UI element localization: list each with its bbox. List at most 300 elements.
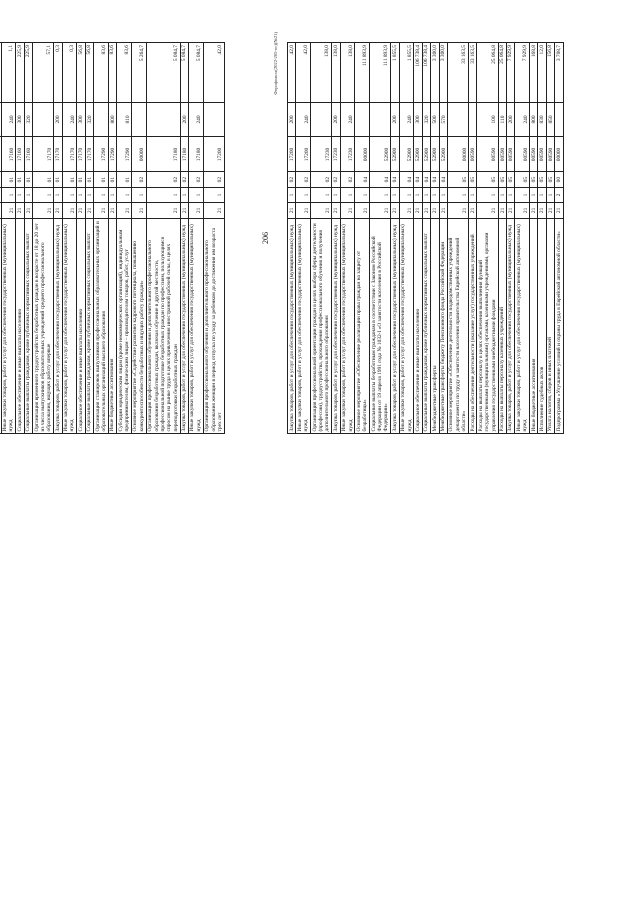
table-row — [1, 43, 16, 434]
code-program-cell: 1 — [439, 187, 447, 202]
code-gr-cell: 21 — [370, 203, 391, 218]
code-event-cell: 02 — [131, 172, 146, 187]
row-name-cell: Социальные выплаты гражданам, кроме публичных нормативных социальных выплат — [422, 218, 430, 433]
amount-cell: 25 064,8 — [498, 43, 506, 103]
code-event-cell: 02 — [332, 172, 340, 187]
code-event-cell: 04 — [399, 172, 414, 187]
code-gr-cell: 21 — [546, 203, 554, 218]
code-target-cell: 17180 — [146, 137, 180, 172]
code-expense-type-cell — [555, 102, 563, 137]
row-name-cell: Иные закупки товаров, работ и услуг для обеспечения государственных (муниципальных) нужд — [62, 218, 77, 433]
code-expense-type-cell: 570 — [439, 102, 447, 137]
amount-cell: 106 738,4 — [422, 43, 430, 103]
code-expense-type-cell: 110 — [498, 102, 506, 137]
code-program-cell: 1 — [477, 187, 498, 202]
code-expense-type-cell: 240 — [1, 102, 16, 137]
row-name-cell: Иные бюджетные ассигнования — [530, 218, 538, 433]
code-expense-type-cell: 850 — [546, 102, 554, 137]
amount-cell: 106 738,4 — [414, 43, 422, 103]
amount-cell: 138,0 — [311, 43, 332, 103]
amount-cell: 12,0 — [538, 43, 546, 103]
amount-cell: 3 300,0 — [439, 43, 447, 103]
row-name-cell: Закупка товаров, работ и услуг для обеспечения государственных (муниципальных) нужд — [506, 218, 514, 433]
code-program-cell: 1 — [530, 187, 538, 202]
row-name-cell: Расходы на обеспечение деятельности (оказание услуг) государственных учреждений — [469, 218, 477, 433]
code-program-cell: 1 — [447, 187, 468, 202]
code-program-cell: 1 — [340, 187, 355, 202]
code-event-cell: 04 — [370, 172, 391, 187]
code-gr-cell: 21 — [439, 203, 447, 218]
amount-cell: 168,8 — [530, 43, 538, 103]
code-expense-type-cell — [94, 102, 109, 137]
document-page-right — [261, 28, 636, 448]
row-name-cell: Межбюджетные трансферты бюджету Пенсионного фонда Российской Федерации — [439, 218, 447, 433]
code-target-cell: 17230 — [311, 137, 332, 172]
code-program-cell: 1 — [370, 187, 391, 202]
row-name-cell: Основное мероприятие «Обеспечение реализации права граждан на защиту от безработицы» — [355, 218, 370, 433]
code-program-cell: 1 — [108, 187, 116, 202]
code-program-cell: 1 — [296, 187, 311, 202]
row-name-cell: Иные закупки товаров, работ и услуг для обеспечения государственных (муниципальных) нужд — [1, 218, 16, 433]
amount-cell: 57,1 — [33, 43, 54, 103]
code-gr-cell: 21 — [296, 203, 311, 218]
code-program-cell: 1 — [332, 187, 340, 202]
code-program-cell: 1 — [188, 187, 203, 202]
code-target-cell: 00000 — [447, 137, 468, 172]
code-expense-type-cell: 240 — [62, 102, 77, 137]
code-target-cell: 17170 — [62, 137, 77, 172]
amount-cell: 56,8 — [77, 43, 85, 103]
page-footer: Форофольта(2022-205-ос)(№21) — [273, 32, 278, 95]
budget-table — [0, 42, 225, 434]
code-gr-cell: 21 — [108, 203, 116, 218]
table-row — [391, 43, 399, 434]
row-name-cell: Исполнение судебных актов — [538, 218, 546, 433]
code-target-cell: 17200 — [288, 137, 296, 172]
code-event-cell: 01 — [62, 172, 77, 187]
row-name-cell: Иные бюджетные ассигнования — [108, 218, 116, 433]
amount-cell: 7 929,9 — [506, 43, 514, 103]
code-gr-cell: 21 — [131, 203, 146, 218]
amount-cell: 1 855,5 — [399, 43, 414, 103]
code-gr-cell: 21 — [311, 203, 332, 218]
table-row — [62, 43, 77, 434]
amount-cell: 42,0 — [288, 43, 296, 103]
code-expense-type-cell: 320 — [24, 102, 32, 137]
code-gr-cell: 21 — [555, 203, 563, 218]
table-row — [355, 43, 370, 434]
code-gr-cell: 21 — [399, 203, 414, 218]
amount-cell: 111 893,9 — [355, 43, 370, 103]
code-gr-cell: 21 — [33, 203, 54, 218]
code-expense-type-cell: 240 — [188, 102, 203, 137]
code-program-cell: 1 — [355, 187, 370, 202]
table-row — [24, 43, 32, 434]
code-gr-cell: 21 — [355, 203, 370, 218]
code-program-cell: 1 — [33, 187, 54, 202]
table-row — [439, 43, 447, 434]
table-row — [538, 43, 546, 434]
amount-cell: 83,6 — [94, 43, 109, 103]
code-gr-cell: 21 — [288, 203, 296, 218]
code-gr-cell: 21 — [477, 203, 498, 218]
budget-table — [287, 42, 564, 434]
code-program-cell: 1 — [538, 187, 546, 202]
code-program-cell: 1 — [311, 187, 332, 202]
amount-cell: 7 929,9 — [515, 43, 530, 103]
code-program-cell: 1 — [117, 187, 132, 202]
code-target-cell: 17200 — [203, 137, 224, 172]
code-expense-type-cell: 300 — [77, 102, 85, 137]
amount-cell: 56,8 — [85, 43, 93, 103]
code-target-cell: 52900 — [391, 137, 399, 172]
code-expense-type-cell — [355, 102, 370, 137]
code-program-cell: 1 — [288, 187, 296, 202]
code-gr-cell: 21 — [422, 203, 430, 218]
code-target-cell: 17170 — [33, 137, 54, 172]
code-gr-cell: 21 — [16, 203, 24, 218]
amount-cell: 225,9 — [16, 43, 24, 103]
code-gr-cell: 21 — [469, 203, 477, 218]
row-name-cell: Организация профессионального обучения и дополнительного профессионального образования безработных граждан, включая обучение в другой местности, профессиональной подготовке безработных граждан по профессиям, пользующимся спросом на рынке труда в целях привлечения иностранной рабочей силы, в целях переподготовки безработных граждан — [146, 218, 180, 433]
table-row — [469, 43, 477, 434]
code-target-cell: 17290 — [117, 137, 132, 172]
code-expense-type-cell — [146, 102, 180, 137]
code-program-cell: 1 — [146, 187, 180, 202]
amount-cell: 156,8 — [546, 43, 554, 103]
code-event-cell: 05 — [469, 172, 477, 187]
amount-cell: 5 084,7 — [188, 43, 203, 103]
amount-cell: 111 893,9 — [370, 43, 391, 103]
amount-cell: 138,0 — [332, 43, 340, 103]
row-name-cell: Основное мероприятие «Обеспечение деятельности подведомственных учреждений департамента по труду и занятости населения правительства Еврейской автономной области» — [447, 218, 468, 433]
code-gr-cell: 21 — [506, 203, 514, 218]
code-program-cell: 1 — [131, 187, 146, 202]
code-program-cell: 1 — [180, 187, 188, 202]
table-row — [340, 43, 355, 434]
table-row — [311, 43, 332, 434]
code-expense-type-cell: 800 — [530, 102, 538, 137]
code-event-cell: 01 — [94, 172, 109, 187]
code-program-cell: 1 — [77, 187, 85, 202]
amount-cell: 1,1 — [1, 43, 16, 103]
code-gr-cell: 21 — [94, 203, 109, 218]
amount-cell: 1 855,5 — [391, 43, 399, 103]
code-expense-type-cell — [203, 102, 224, 137]
code-target-cell: 00590 — [530, 137, 538, 172]
row-name-cell: Социальные выплаты гражданам, кроме публичных нормативных социальных выплат — [85, 218, 93, 433]
code-event-cell: 01 — [108, 172, 116, 187]
table-row — [530, 43, 538, 434]
code-target-cell: 17290 — [94, 137, 109, 172]
row-name-cell: Социальное обеспечение и иные выплаты населению — [16, 218, 24, 433]
table-row — [77, 43, 85, 434]
row-name-cell: Организация профессионального обучения и дополнительного профессионального образования женщин в период отпуска по уходу за ребенком до достижения им возраста трех лет — [203, 218, 224, 433]
row-name-cell: Закупка товаров, работ и услуг для обеспечения государственных (муниципальных) нужд — [391, 218, 399, 433]
code-program-cell: 1 — [62, 187, 77, 202]
code-target-cell: 52900 — [399, 137, 414, 172]
code-event-cell: 01 — [85, 172, 93, 187]
table-row — [498, 43, 506, 434]
row-name-cell: Организация временного трудоустройства безработных граждан в возрасте от 18 до 20 лет из числа выпускников образовательных учреждений среднего профессионального образования, ищущих работу впервые — [33, 218, 54, 433]
code-expense-type-cell — [131, 102, 146, 137]
row-name-cell: Закупка товаров, работ и услуг для обеспечения государственных (муниципальных) нужд — [332, 218, 340, 433]
code-target-cell: 17160 — [16, 137, 24, 172]
code-target-cell: 00590 — [506, 137, 514, 172]
table-row — [555, 43, 563, 434]
code-program-cell: 2 — [555, 187, 563, 202]
code-event-cell: 02 — [180, 172, 188, 187]
row-name-cell: Уплата налогов, сборов и иных платежей — [546, 218, 554, 433]
code-event-cell: 01 — [33, 172, 54, 187]
code-expense-type-cell: 200 — [332, 102, 340, 137]
row-name-cell: Иные закупки товаров, работ и услуг для обеспечения государственных (муниципальных) нужд — [340, 218, 355, 433]
code-gr-cell: 21 — [431, 203, 439, 218]
row-name-cell: Субсидии юридическим лицам (кроме некоммерческих организаций), индивидуальным предпринимателям, физическим лицам – производителям товаров, работ, услуг — [117, 218, 132, 433]
code-program-cell: 1 — [1, 187, 16, 202]
code-event-cell: 01 — [77, 172, 85, 187]
code-gr-cell: 21 — [340, 203, 355, 218]
table-row — [414, 43, 422, 434]
code-event-cell: 01 — [1, 172, 16, 187]
table-row — [117, 43, 132, 434]
code-target-cell: 00000 — [355, 137, 370, 172]
code-gr-cell: 21 — [414, 203, 422, 218]
code-program-cell: 1 — [94, 187, 109, 202]
code-event-cell: 05 — [530, 172, 538, 187]
code-target-cell: 52900 — [431, 137, 439, 172]
amount-cell: 3 300,0 — [431, 43, 439, 103]
code-expense-type-cell: 320 — [85, 102, 93, 137]
code-gr-cell: 21 — [117, 203, 132, 218]
code-event-cell: 01 — [54, 172, 62, 187]
code-event-cell: 01 — [16, 172, 24, 187]
code-gr-cell: 21 — [391, 203, 399, 218]
table-row — [506, 43, 514, 434]
table-row — [85, 43, 93, 434]
code-program-cell: 1 — [54, 187, 62, 202]
amount-cell: 33 163,5 — [447, 43, 468, 103]
code-program-cell: 1 — [546, 187, 554, 202]
code-target-cell: 52900 — [439, 137, 447, 172]
amount-cell: 0,3 — [54, 43, 62, 103]
code-target-cell: 00590 — [498, 137, 506, 172]
row-name-cell: Социальное обеспечение и иные выплаты населению — [77, 218, 85, 433]
code-expense-type-cell: 200 — [288, 102, 296, 137]
table-row — [370, 43, 391, 434]
table-row — [447, 43, 468, 434]
code-event-cell: 02 — [288, 172, 296, 187]
code-expense-type-cell — [33, 102, 54, 137]
table-row — [477, 43, 498, 434]
row-name-cell: Иные закупки товаров, работ и услуг для обеспечения государственных (муниципальных) нужд — [399, 218, 414, 433]
code-target-cell: 17290 — [108, 137, 116, 172]
code-event-cell: 02 — [340, 172, 355, 187]
amount-cell: 225,9 — [24, 43, 32, 103]
code-target-cell: 17230 — [332, 137, 340, 172]
code-expense-type-cell: 240 — [296, 102, 311, 137]
table-row — [288, 43, 296, 434]
code-expense-type-cell — [469, 102, 477, 137]
table-row — [546, 43, 554, 434]
table-row — [399, 43, 414, 434]
code-program-cell: 1 — [431, 187, 439, 202]
amount-cell: 5 084,7 — [180, 43, 188, 103]
code-target-cell: 52900 — [414, 137, 422, 172]
code-target-cell: 17170 — [54, 137, 62, 172]
code-target-cell: 00590 — [515, 137, 530, 172]
code-program-cell: 1 — [85, 187, 93, 202]
code-event-cell: 02 — [203, 172, 224, 187]
table-row — [146, 43, 180, 434]
row-name-cell: Межбюджетные трансферты — [431, 218, 439, 433]
code-gr-cell: 21 — [332, 203, 340, 218]
code-event-cell: 05 — [477, 172, 498, 187]
code-event-cell: 05 — [546, 172, 554, 187]
code-gr-cell: 21 — [77, 203, 85, 218]
code-expense-type-cell — [370, 102, 391, 137]
code-program-cell: 1 — [24, 187, 32, 202]
table-row — [296, 43, 311, 434]
code-event-cell: 04 — [391, 172, 399, 187]
table-row — [515, 43, 530, 434]
table-row — [180, 43, 188, 434]
code-expense-type-cell: 300 — [414, 102, 422, 137]
code-event-cell: 05 — [506, 172, 514, 187]
code-gr-cell: 21 — [146, 203, 180, 218]
code-program-cell: 1 — [469, 187, 477, 202]
code-gr-cell: 21 — [498, 203, 506, 218]
code-expense-type-cell: 200 — [54, 102, 62, 137]
row-name-cell: Социальные выплаты безработным гражданам в соответствии с Законом Российской Федерации от 19 апреля 1991 года № 1032-I «О занятости населения в Российской Федерации» — [370, 218, 391, 433]
code-event-cell: 01 — [117, 172, 132, 187]
table-row — [108, 43, 116, 434]
code-event-cell: 05 — [538, 172, 546, 187]
code-target-cell: 52900 — [422, 137, 430, 172]
code-target-cell: 00590 — [538, 137, 546, 172]
row-name-cell: Подпрограмма «Улучшение условий и охраны труда в Еврейской автономной области» — [555, 218, 563, 433]
code-target-cell: 17180 — [180, 137, 188, 172]
row-name-cell: Организация стажировок выпускников профессиональных образовательных организаций и образовательных организаций высшего образования — [94, 218, 109, 433]
code-gr-cell: 21 — [85, 203, 93, 218]
code-gr-cell: 21 — [530, 203, 538, 218]
amount-cell: 33 163,5 — [469, 43, 477, 103]
code-gr-cell: 21 — [24, 203, 32, 218]
code-program-cell: 1 — [422, 187, 430, 202]
code-event-cell: 02 — [311, 172, 332, 187]
code-gr-cell: 21 — [54, 203, 62, 218]
code-expense-type-cell: 200 — [391, 102, 399, 137]
code-event-cell: 05 — [498, 172, 506, 187]
row-name-cell: Иные закупки товаров, работ и услуг для обеспечения государственных (муниципальных) нужд — [188, 218, 203, 433]
code-event-cell: 02 — [296, 172, 311, 187]
code-program-cell: 1 — [506, 187, 514, 202]
code-program-cell: 1 — [498, 187, 506, 202]
code-program-cell: 1 — [203, 187, 224, 202]
code-expense-type-cell: 240 — [515, 102, 530, 137]
code-program-cell: 1 — [399, 187, 414, 202]
code-expense-type-cell: 200 — [506, 102, 514, 137]
code-expense-type-cell — [447, 102, 468, 137]
code-gr-cell: 21 — [515, 203, 530, 218]
code-event-cell: 01 — [24, 172, 32, 187]
amount-cell: 42,0 — [296, 43, 311, 103]
row-name-cell: Закупка товаров, работ и услуг для обеспечения государственных (муниципальных) нужд — [180, 218, 188, 433]
amount-cell: 83,6 — [108, 43, 116, 103]
code-target-cell: 00000 — [555, 137, 563, 172]
table-row — [131, 43, 146, 434]
code-gr-cell: 21 — [1, 203, 16, 218]
code-event-cell: 04 — [431, 172, 439, 187]
code-event-cell: 04 — [414, 172, 422, 187]
code-target-cell: 17170 — [85, 137, 93, 172]
code-expense-type-cell — [311, 102, 332, 137]
code-event-cell: 02 — [146, 172, 180, 187]
code-target-cell: 17230 — [340, 137, 355, 172]
page-number: 206 — [261, 232, 270, 244]
code-expense-type-cell: 800 — [108, 102, 116, 137]
code-gr-cell: 21 — [180, 203, 188, 218]
code-expense-type-cell: 320 — [422, 102, 430, 137]
row-name-cell: Основное мероприятие «Содействие развитию кадрового потенциала, повышению конкурентоспособности безработных и ищущих работу граждан» — [131, 218, 146, 433]
table-row — [332, 43, 340, 434]
code-expense-type-cell: 810 — [117, 102, 132, 137]
table-row — [33, 43, 54, 434]
code-target-cell: 00590 — [477, 137, 498, 172]
row-name-cell: Закупка товаров, работ и услуг для обеспечения государственных (муниципальных) нужд — [288, 218, 296, 433]
code-program-cell: 1 — [391, 187, 399, 202]
code-gr-cell: 21 — [203, 203, 224, 218]
row-name-cell: Расходы на выплаты персоналу казенных учреждений — [498, 218, 506, 433]
code-expense-type-cell: 240 — [399, 102, 414, 137]
table-row — [431, 43, 439, 434]
code-gr-cell: 21 — [188, 203, 203, 218]
code-expense-type-cell: 240 — [340, 102, 355, 137]
row-name-cell: Социальное обеспечение и иные выплаты населению — [414, 218, 422, 433]
amount-cell: 5 264,7 — [131, 43, 146, 103]
code-expense-type-cell: 200 — [180, 102, 188, 137]
amount-cell: 25 064,8 — [477, 43, 498, 103]
code-event-cell: 05 — [515, 172, 530, 187]
table-row — [16, 43, 24, 434]
amount-cell: 5 084,7 — [146, 43, 180, 103]
table-row — [203, 43, 224, 434]
code-program-cell: 1 — [515, 187, 530, 202]
code-expense-type-cell: 100 — [477, 102, 498, 137]
code-target-cell: 52900 — [370, 137, 391, 172]
table-row — [94, 43, 109, 434]
code-event-cell: 05 — [447, 172, 468, 187]
amount-cell: 3 708,7 — [555, 43, 563, 103]
code-expense-type-cell: 830 — [538, 102, 546, 137]
row-name-cell: Иные закупки товаров, работ и услуг для обеспечения государственных (муниципальных) нужд — [296, 218, 311, 433]
code-gr-cell: 21 — [62, 203, 77, 218]
row-name-cell: Иные закупки товаров, работ и услуг для обеспечения государственных (муниципальных) нужд — [515, 218, 530, 433]
code-target-cell: 17160 — [24, 137, 32, 172]
amount-cell: 138,0 — [340, 43, 355, 103]
code-gr-cell: 21 — [538, 203, 546, 218]
code-event-cell: 04 — [422, 172, 430, 187]
amount-cell: 42,0 — [203, 43, 224, 103]
code-target-cell: 00000 — [131, 137, 146, 172]
code-event-cell: 00 — [555, 172, 563, 187]
code-expense-type-cell: 500 — [431, 102, 439, 137]
amount-cell: 83,6 — [117, 43, 132, 103]
code-event-cell: 04 — [439, 172, 447, 187]
code-target-cell: 17200 — [296, 137, 311, 172]
amount-cell: 0,3 — [62, 43, 77, 103]
code-target-cell: 00590 — [546, 137, 554, 172]
